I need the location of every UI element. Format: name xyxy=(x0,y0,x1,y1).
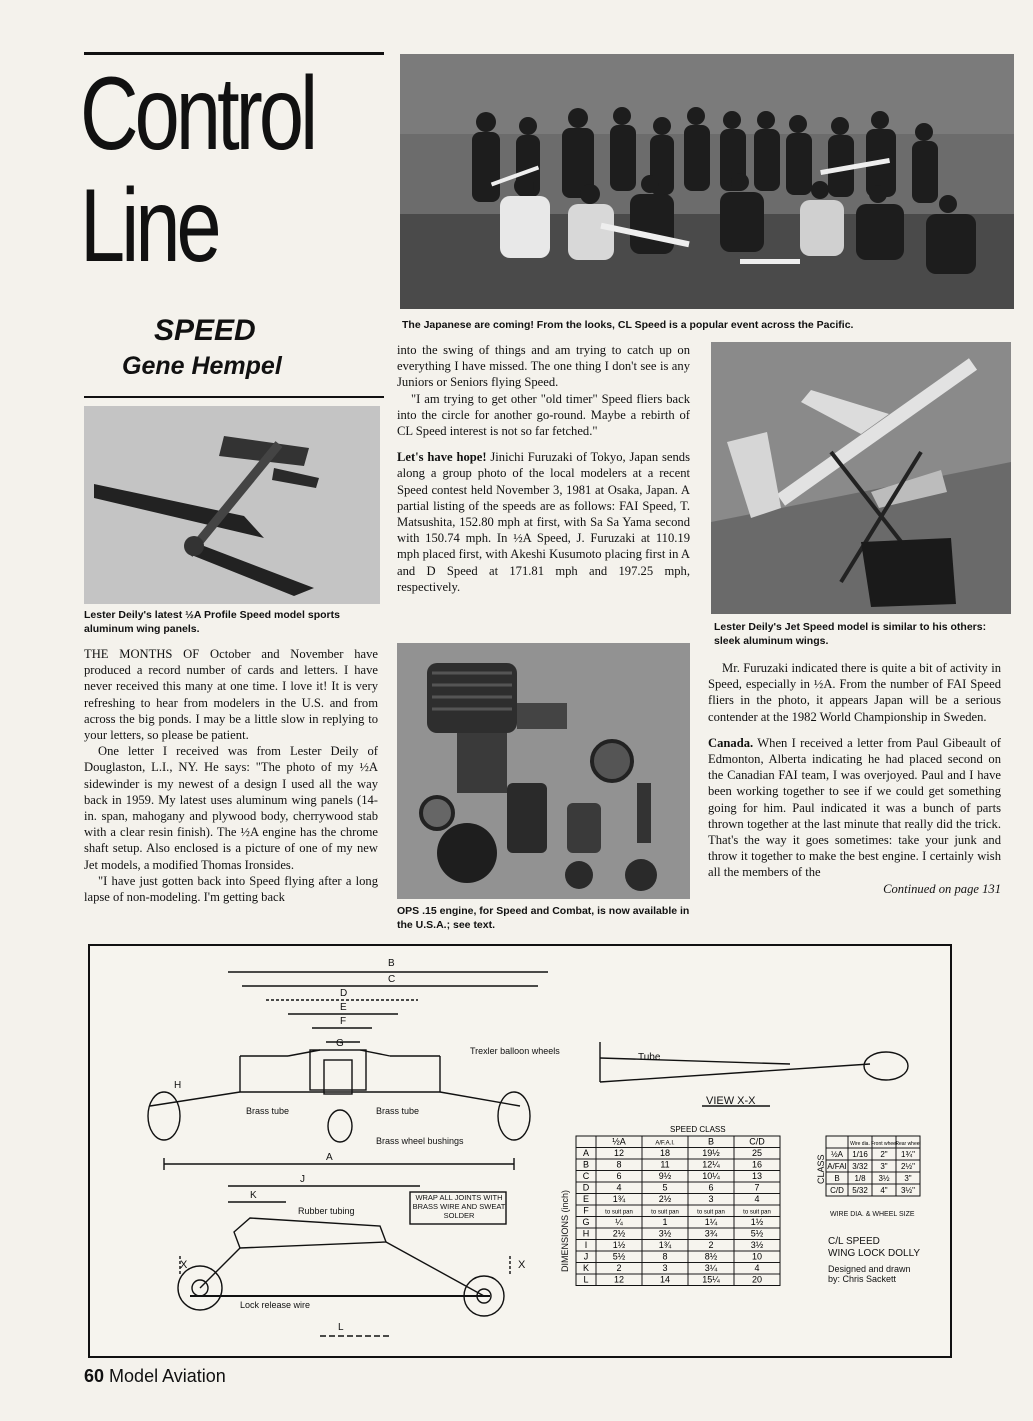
table-cell: 3 xyxy=(708,1194,714,1204)
table-cell: 3½ xyxy=(750,1240,764,1250)
paragraph: Mr. Furuzaki indicated there is quite a bit of activity in Speed, especially in ½A. From the number of FAI Speed fliers in the photo, it appears Japan will be a serious contender at the 1982 World Championship in Sweden. xyxy=(708,661,1001,724)
table-cell: J xyxy=(583,1251,589,1262)
page-number: 60 xyxy=(84,1366,105,1386)
table-cell: 3¼ xyxy=(704,1263,718,1273)
drawing-canvas xyxy=(90,946,950,1356)
title-line-2: Line xyxy=(80,168,218,284)
paragraph: into the swing of things and am trying to catch up on everything I have missed. The one thing I don't see is any Juniors or Seniors flying Speed. xyxy=(397,343,690,390)
table-cell: 1½ xyxy=(750,1217,764,1227)
table-cell: 19½ xyxy=(702,1148,720,1158)
table-cell: L xyxy=(583,1274,589,1285)
table-cell: 2 xyxy=(708,1240,714,1250)
table-cell: 2½" xyxy=(901,1162,915,1171)
table-cell: 14 xyxy=(659,1274,671,1285)
table-cell: to suit pan xyxy=(605,1209,633,1216)
table-cell: 13 xyxy=(751,1171,763,1181)
paragraph: "I have just gotten back into Speed flying after a long lapse of non-modeling. I'm getting back xyxy=(84,873,378,905)
wire-size-note: WIRE DIA. & WHEEL SIZE xyxy=(830,1211,915,1218)
table-cell: 2 xyxy=(616,1263,622,1273)
paragraph xyxy=(397,449,690,595)
credit-line-1: Designed and drawn xyxy=(828,1264,911,1274)
table-cell: to suit pan xyxy=(697,1209,725,1216)
table-cell: ½A xyxy=(830,1150,844,1159)
paragraph: "I am trying to get other "old timer" Speed fliers back into the circle for another go-round. Maybe a rebirth of CL Speed interest is not so far fetched." xyxy=(397,391,690,439)
group-photo xyxy=(400,54,1014,309)
paragraph: One letter I received was from Lester Deily of Douglaston, L.I., NY. He says: "The photo of my ½A sidewinder is my newest of a design I used all the way back in 1959. My latest uses aluminum wing panels (14-in. span, mahogany and plywood body, cherrywood stab with a clear resin finish). The ½A engine has the chrome shaft setup. Also enclosed is a picture of one of my new Jet models, a modified Thomas Ironsides. xyxy=(84,744,378,872)
dim-label-f: F xyxy=(340,1016,347,1027)
table-header-cell: A/F.A.I. xyxy=(655,1140,675,1147)
magazine-name: Model Aviation xyxy=(109,1366,226,1386)
rubber-tubing-label: Rubber tubing xyxy=(298,1206,355,1216)
dolly-title-1: C/L SPEED xyxy=(828,1236,880,1247)
table-cell: 12 xyxy=(613,1274,625,1285)
title-line-1: Control xyxy=(80,56,315,172)
table-header-cell: ½A xyxy=(612,1136,626,1147)
table-cell: F xyxy=(583,1205,589,1216)
table-cell: 6 xyxy=(708,1182,714,1193)
table-cell: 12 xyxy=(613,1148,625,1158)
table-cell: 20 xyxy=(751,1274,763,1285)
view-marker-right: X xyxy=(518,1259,526,1271)
table-cell: I xyxy=(584,1240,588,1250)
table-cell: 4 xyxy=(616,1182,622,1193)
table-cell: 3½ xyxy=(658,1228,672,1239)
table-cell: H xyxy=(582,1228,590,1239)
article-column-2 xyxy=(397,342,690,595)
table-cell: 16 xyxy=(751,1159,763,1170)
dim-label-b: B xyxy=(388,958,395,969)
dim-label-h: H xyxy=(174,1080,182,1091)
table-cell: to suit pan xyxy=(743,1209,771,1216)
title-block xyxy=(80,56,390,302)
header-top-rule xyxy=(84,52,384,55)
wing-lock-dolly-drawing xyxy=(88,944,952,1358)
dim-label-l: L xyxy=(338,1322,344,1333)
table-cell: 25 xyxy=(751,1148,763,1158)
paragraph: THE MONTHS OF October and November have produced a record number of cards and letters. I have never received this many at one time. I love it! It is very refreshing to hear from modelers in the U.S. and from across the big ponds. I may be a little slow in replying to your letters, so please be patient. xyxy=(84,647,378,743)
table-cell: 8 xyxy=(616,1159,622,1170)
paragraph-body: When I received a letter from Paul Gibeault of Edmonton, Alberta indicating he had placed second on the Canadian FAI team, I was overjoyed. Paul and I have been working together to see if we could get something going for him. Paul indicated it was a bunch of parts thrown together at the last minute that really did the trick. That's the way it goes sometimes: take your junk and throw it together to make the best engine. I certainly wish all the members of the xyxy=(708,735,1001,880)
tube-label: Tube xyxy=(638,1052,661,1063)
table-cell: 1½ xyxy=(612,1240,626,1250)
table-cell: 5/32 xyxy=(852,1186,868,1195)
table-cell: C/D xyxy=(830,1186,844,1195)
engine-photo xyxy=(397,643,690,899)
table-cell: 1¼ xyxy=(704,1217,718,1227)
author-name: Gene Hempel xyxy=(122,352,282,380)
paragraph-lead: Canada. xyxy=(708,735,754,750)
view-marker-left: X xyxy=(180,1259,188,1271)
table-cell: E xyxy=(582,1194,590,1204)
table-cell: 3" xyxy=(904,1174,912,1183)
wheels-label: Trexler balloon wheels xyxy=(470,1046,560,1056)
table-cell: 2½ xyxy=(612,1228,626,1239)
paragraph xyxy=(708,735,1001,881)
table-cell: 8 xyxy=(662,1251,668,1262)
wrap-note-box xyxy=(412,1193,506,1225)
table-cell: 15¼ xyxy=(702,1274,720,1285)
jet-model-caption: Lester Deily's Jet Speed model is similar to his others: sleek aluminum wings. xyxy=(714,621,987,647)
profile-model-caption: Lester Deily's latest ½A Profile Speed model sports aluminum wing panels. xyxy=(84,609,340,635)
paragraph-body: Jinichi Furuzaki of Tokyo, Japan sends along a group photo of the local modelers at a recent Speed contest held November 3, 1981 at Osaka, Japan. A partial listing of the speeds are as follows: FAI Speed, T. Matsushita, 152.80 mph at first, with Sa Sa Yama second with 150.74 mph. In ½A Speed, J. Furuzaki at 110.19 mph placed first, with Akeshi Kusumoto placing first in A and D Speed at 171.81 mph and 197.25 mph, respectively. xyxy=(397,450,691,594)
group-photo-caption: The Japanese are coming! From the looks, CL Speed is a popular event across the Pacific. xyxy=(402,319,854,331)
table-cell: 3" xyxy=(880,1162,888,1171)
article-column-3 xyxy=(708,660,1001,897)
table-cell: ¼ xyxy=(615,1217,623,1227)
table-header-cell: Rear wheel xyxy=(895,1141,921,1147)
table-cell: 18 xyxy=(659,1148,671,1158)
bushings-label: Brass wheel bushings xyxy=(376,1136,464,1146)
jet-model-photo xyxy=(711,342,1011,614)
table-cell: 1¾ xyxy=(612,1194,626,1204)
table-cell: 3¾ xyxy=(704,1228,718,1239)
table-cell: 4 xyxy=(754,1194,760,1204)
class-axis-label: CLASS xyxy=(816,1154,826,1184)
table-cell: G xyxy=(582,1217,590,1227)
table-cell: B xyxy=(834,1174,840,1183)
dolly-title-2: WING LOCK DOLLY xyxy=(828,1248,921,1259)
table-cell: 5 xyxy=(662,1182,668,1193)
table-cell: 1¾ xyxy=(658,1240,672,1250)
table-cell: 1 xyxy=(662,1217,668,1227)
dim-label-k: K xyxy=(250,1190,257,1201)
brass-tube-right-label: Brass tube xyxy=(376,1106,420,1116)
wire-size-table xyxy=(826,1136,921,1196)
brass-tube-left-label: Brass tube xyxy=(246,1106,290,1116)
header-bottom-rule xyxy=(84,396,384,398)
profile-model-photo xyxy=(84,406,380,604)
table-cell: 3/32 xyxy=(852,1162,868,1171)
lock-release-label: Lock release wire xyxy=(240,1300,311,1310)
speed-table-title: SPEED CLASS xyxy=(670,1125,726,1134)
view-xx-label: VIEW X-X xyxy=(706,1095,756,1107)
table-cell: 3½ xyxy=(878,1174,890,1183)
table-cell: 12¼ xyxy=(702,1159,720,1170)
article-column-1 xyxy=(84,646,378,905)
engine-caption: OPS .15 engine, for Speed and Combat, is now available in the U.S.A.; see text. xyxy=(397,905,690,931)
table-cell: 9½ xyxy=(658,1171,672,1181)
section-label: SPEED xyxy=(154,314,256,347)
table-cell: 6 xyxy=(616,1171,622,1181)
table-cell: 3 xyxy=(662,1263,668,1273)
dim-label-j: J xyxy=(300,1174,305,1185)
table-cell: 2" xyxy=(880,1150,888,1159)
table-cell: 10¼ xyxy=(702,1171,720,1181)
dim-label-a: A xyxy=(326,1152,333,1163)
table-cell-border xyxy=(826,1136,848,1148)
table-cell: 5½ xyxy=(612,1251,626,1262)
table-cell: 4" xyxy=(880,1186,888,1195)
table-cell: to suit pan xyxy=(651,1209,679,1216)
table-cell: 11 xyxy=(660,1159,670,1170)
paragraph-lead: Let's have hope! xyxy=(397,450,487,465)
table-cell-border xyxy=(576,1136,596,1148)
dim-label-c: C xyxy=(388,974,396,985)
table-header-cell: Wire dia. xyxy=(850,1141,870,1147)
table-cell: 2½ xyxy=(658,1194,672,1204)
table-cell: 1/16 xyxy=(852,1150,868,1159)
table-cell: 1/8 xyxy=(854,1174,866,1183)
dimensions-axis-label: DIMENSIONS (inch) xyxy=(560,1189,570,1272)
table-header-cell: Front wheel xyxy=(870,1141,898,1147)
continued-note: Continued on page 131 xyxy=(883,881,1001,896)
speed-class-table xyxy=(576,1136,780,1286)
table-header-cell: C/D xyxy=(749,1136,765,1147)
dim-label-e: E xyxy=(340,1002,347,1013)
table-cell: B xyxy=(582,1159,590,1170)
table-cell: 4 xyxy=(754,1263,760,1273)
table-cell: 10 xyxy=(751,1251,763,1262)
wrap-note: WRAP ALL JOINTS WITH BRASS WIRE AND SWEAT SOLDER xyxy=(412,1193,506,1220)
table-cell: 7 xyxy=(754,1182,760,1193)
table-cell: 5½ xyxy=(750,1228,764,1239)
table-cell: C xyxy=(582,1171,590,1181)
dim-label-d: D xyxy=(340,988,348,999)
page-footer xyxy=(84,1366,226,1387)
table-cell: 3½" xyxy=(901,1186,915,1195)
credit-line-2: by: Chris Sackett xyxy=(828,1274,897,1284)
table-cell: 8½ xyxy=(704,1251,718,1262)
dim-label-g: G xyxy=(336,1038,344,1049)
table-header-cell: B xyxy=(707,1136,715,1147)
table-cell: 1¾" xyxy=(901,1150,915,1159)
table-cell: K xyxy=(582,1263,590,1273)
table-cell: A/FAI xyxy=(827,1162,847,1171)
table-cell: A xyxy=(582,1148,590,1158)
table-cell: D xyxy=(582,1182,590,1193)
